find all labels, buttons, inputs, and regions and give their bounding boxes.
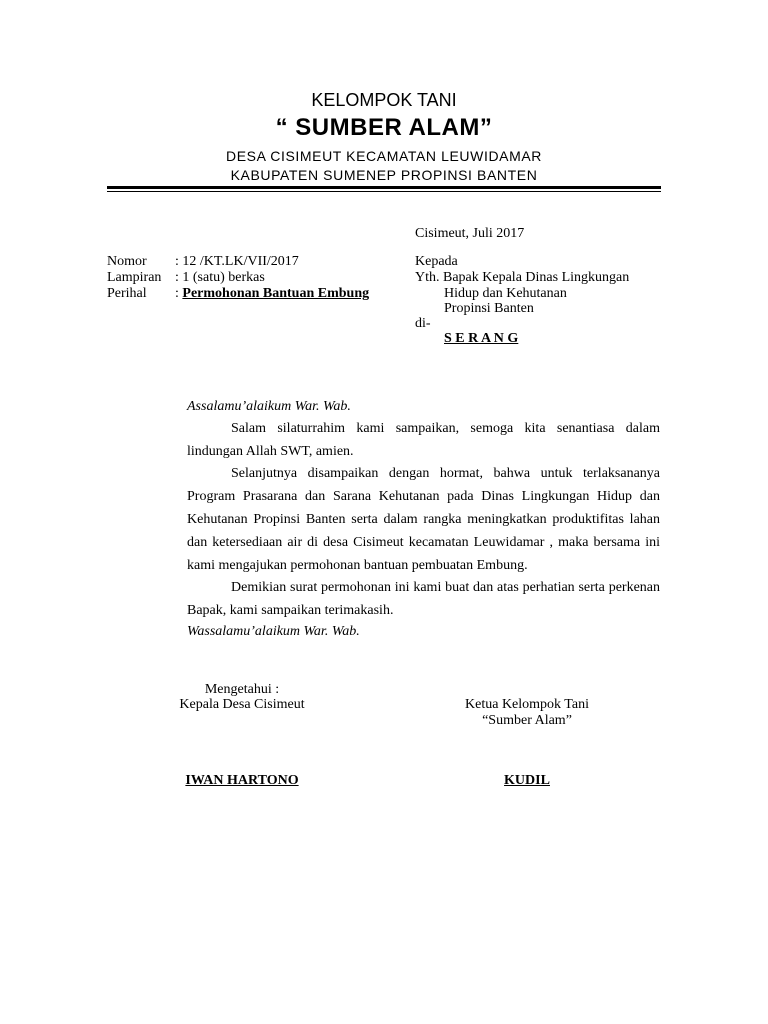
org-name: “ SUMBER ALAM” [275,114,493,141]
letterhead-divider-thick [107,186,661,189]
paragraph-1: Salam silaturrahim kami sampaikan, semoga kita senantiasa dalam lindungan Allah SWT, amien. [187,421,660,459]
sign-left-label-1: Mengetahui : [204,682,280,697]
org-type: KELOMPOK TANI [311,90,457,110]
lampiran-value: : 1 (satu) berkas [175,270,265,285]
greeting: Assalamu’alaikum War. Wab. [187,399,351,414]
perihal-value: Permohonan Bantuan Embung [182,286,370,301]
sign-right-name: KUDIL [504,773,550,788]
sign-right-label-1: Ketua Kelompok Tani [465,697,589,712]
sign-right-label-2: “Sumber Alam” [482,713,572,728]
nomor-label: Nomor [107,254,147,269]
recipient-line-3: Propinsi Banten [444,301,534,316]
paragraph-2: Selanjutnya disampaikan dengan hormat, bahwa untuk terlaksananya Program Prasarana dan Sarana Kehutanan pada Dinas Lingkungan Hidup dan Kehutanan Propinsi Banten serta dalam rangka meningkatkan produktifitas lahan dan ketersediaan air di desa Cisimeut kecamatan Leuwidamar , maka bersama ini kami mengajukan permohonan bantuan pembuatan Embung. [187,466,660,573]
paragraph-3: Demikian surat permohonan ini kami buat dan atas perhatian serta perkenan Bapak, kami sampaikan terimakasih. [187,580,660,618]
address-line-2: KABUPATEN SUMENEP PROPINSI BANTEN [230,167,538,183]
recipient-line-1: Yth. Bapak Kepala Dinas Lingkungan [415,270,630,285]
date-line: Cisimeut, Juli 2017 [415,226,525,241]
recipient-city: S E R A N G [444,331,519,346]
recipient-to: Kepada [415,254,458,269]
perihal-colon: : [175,286,183,301]
closing: Wassalamu’alaikum War. Wab. [187,624,360,639]
recipient-line-2: Hidup dan Kehutanan [444,286,567,301]
nomor-value: : 12 /KT.LK/VII/2017 [175,254,299,269]
perihal-label: Perihal [107,286,147,301]
sign-left-name: IWAN HARTONO [185,773,299,788]
sign-left-label-2: Kepala Desa Cisimeut [179,697,305,712]
recipient-di: di- [415,316,431,331]
perihal-value-line [175,286,369,302]
lampiran-label: Lampiran [107,270,162,285]
letterhead-divider-thin [107,191,661,192]
address-line-1: DESA CISIMEUT KECAMATAN LEUWIDAMAR [226,148,542,164]
